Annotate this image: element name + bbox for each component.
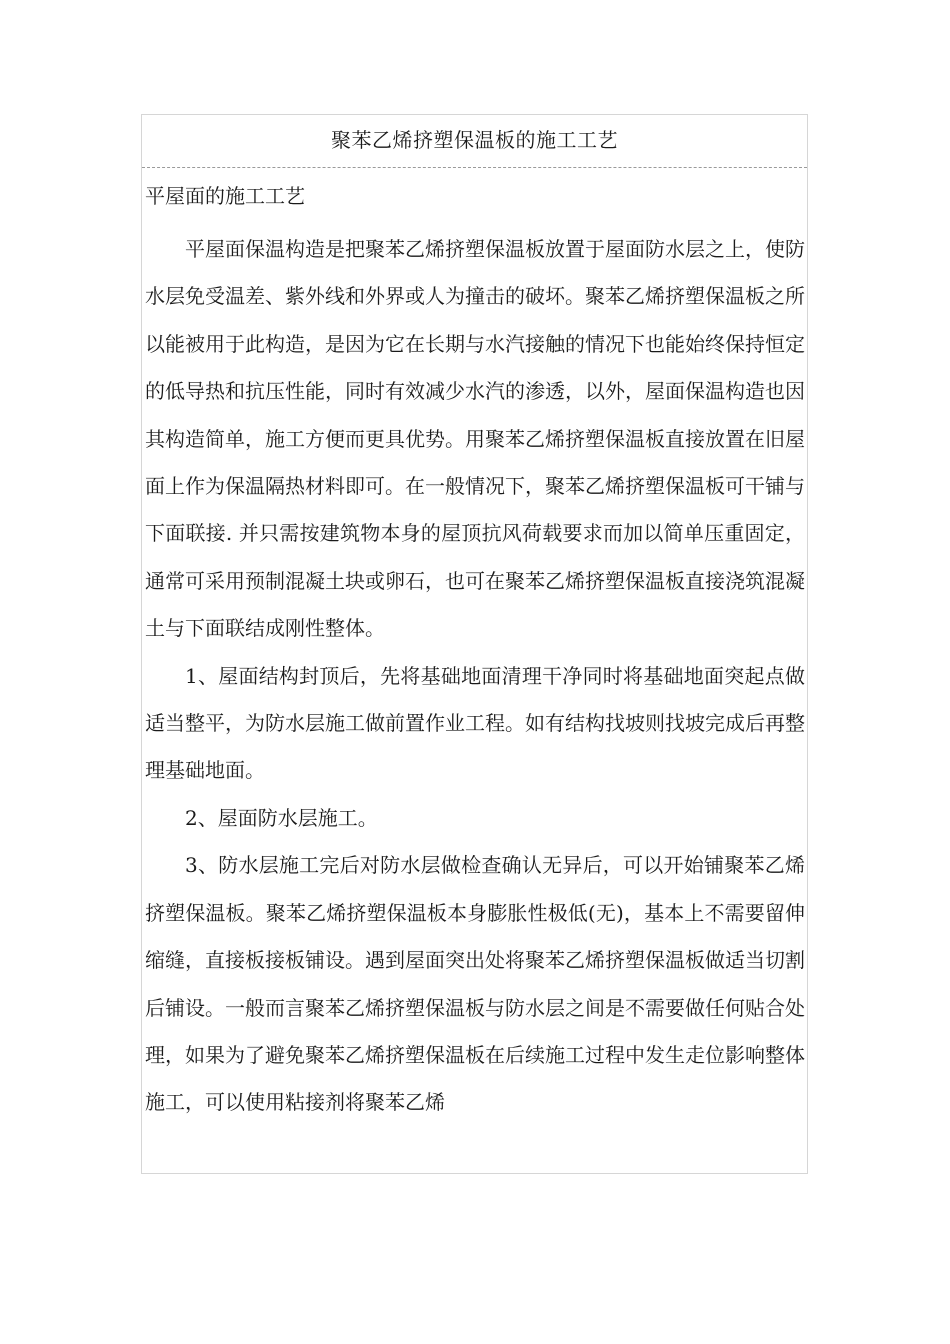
paragraph-step-3: 3、防水层施工完后对防水层做检查确认无异后，可以开始铺聚苯乙烯挤塑保温板。聚苯乙烯挤塑保温板本身膨胀性极低(无)，基本上不需要留伸缩缝，直接板接板铺设。遇到屋面突出处将聚苯乙烯挤塑保温板做适当切割后铺设。一般而言聚苯乙烯挤塑保温板与防水层之间是不需要做任何贴合处理，如果为了避免聚苯乙烯挤塑保温板在后续施工过程中发生走位影响整体施工，可以使用粘接剂将聚苯乙烯 — [145, 853, 805, 1115]
paragraph-step-2: 2、屋面防水层施工。 — [185, 805, 378, 830]
paragraph-intro: 平屋面保温构造是把聚苯乙烯挤塑保温板放置于屋面防水层之上，使防水层免受温差、紫外线和外界或人为撞击的破坏。聚苯乙烯挤塑保温板之所以能被用于此构造，是因为它在长期与水汽接触的情况下也能始终保持恒定的低导热和抗压性能，同时有效减少水汽的渗透，以外，屋面保温构造也因其构造简单，施工方便而更具优势。用聚苯乙烯挤塑保温板直接放置在旧屋面上作为保温隔热材料即可。在一般情况下，聚苯乙烯挤塑保温板可干铺与下面联接. 并只需按建筑物本身的屋顶抗风荷载要求而加以简单压重固定，通常可采用预制混凝土块或卵石，也可在聚苯乙烯挤塑保温板直接浇筑混凝土与下面联结成刚性整体。 — [145, 237, 805, 641]
paragraph-step-1: 1、屋面结构封顶后，先将基础地面清理干净同时将基础地面突起点做适当整平，为防水层施工做前置作业工程。如有结构找坡则找坡完成后再整理基础地面。 — [145, 663, 805, 783]
section-heading: 平屋面的施工工艺 — [145, 184, 305, 208]
title-divider — [142, 167, 807, 168]
document-title: 聚苯乙烯挤塑保温板的施工工艺 — [331, 128, 618, 152]
body-text — [145, 226, 805, 1127]
